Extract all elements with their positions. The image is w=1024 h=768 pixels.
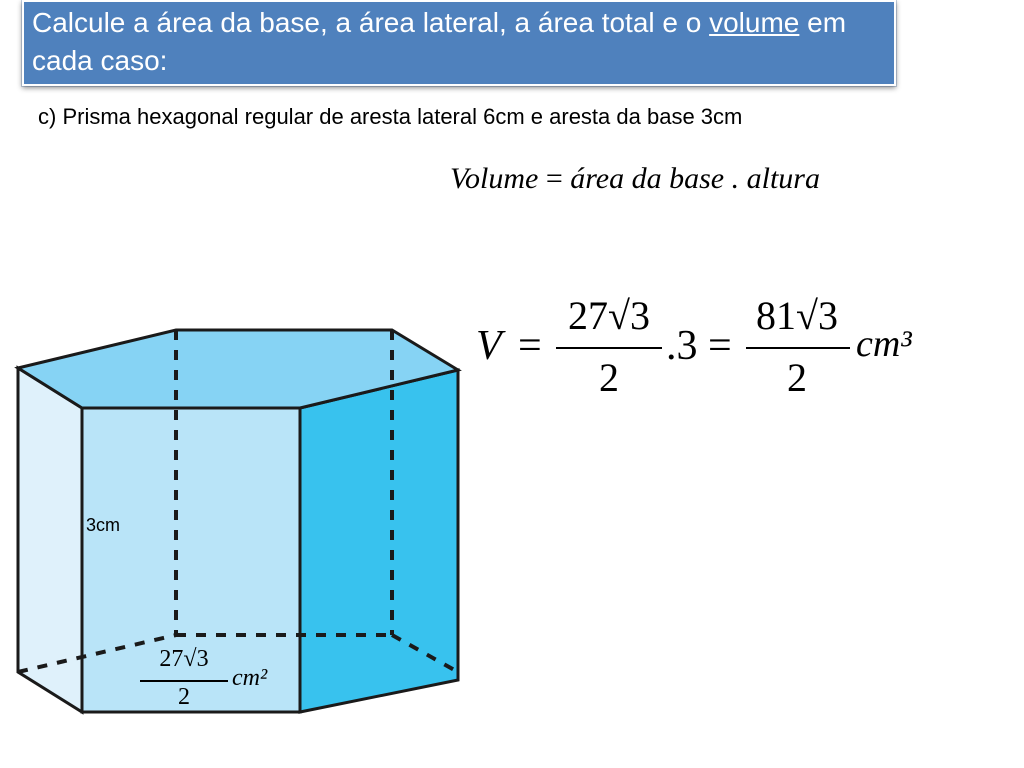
calc-times: .3 [666,323,698,369]
formula-rhs: área da base . altura [570,162,820,195]
calc-equals-2: = [708,323,732,369]
calc-frac2-denominator: 2 [787,355,807,400]
calc-variable: V [476,323,502,369]
problem-statement: c) Prisma hexagonal regular de aresta lateral 6cm e aresta da base 3cm [38,104,743,129]
formula-equals: = [545,162,563,195]
area-frac-bar [140,680,228,682]
calc-frac1-denominator: 2 [599,355,619,400]
edge-label: 3cm [86,515,121,535]
area-denominator: 2 [178,684,190,710]
prism-left-face [18,368,82,712]
title-part2: em cada caso: [32,7,847,76]
calc-frac2-numerator: 81√3 [756,293,838,338]
title-part1: Calcule a área da base, a área lateral, a área total e o [32,7,702,38]
calc-unit: cm³ [856,323,912,365]
calc-frac1-numerator: 27√3 [568,293,650,338]
area-numerator: 27√3 [159,646,209,672]
calc-equals-1: = [518,323,542,369]
formula-lhs: Volume [450,162,539,195]
area-unit: cm² [232,665,268,691]
title-volume-underlined: volume [709,7,800,38]
